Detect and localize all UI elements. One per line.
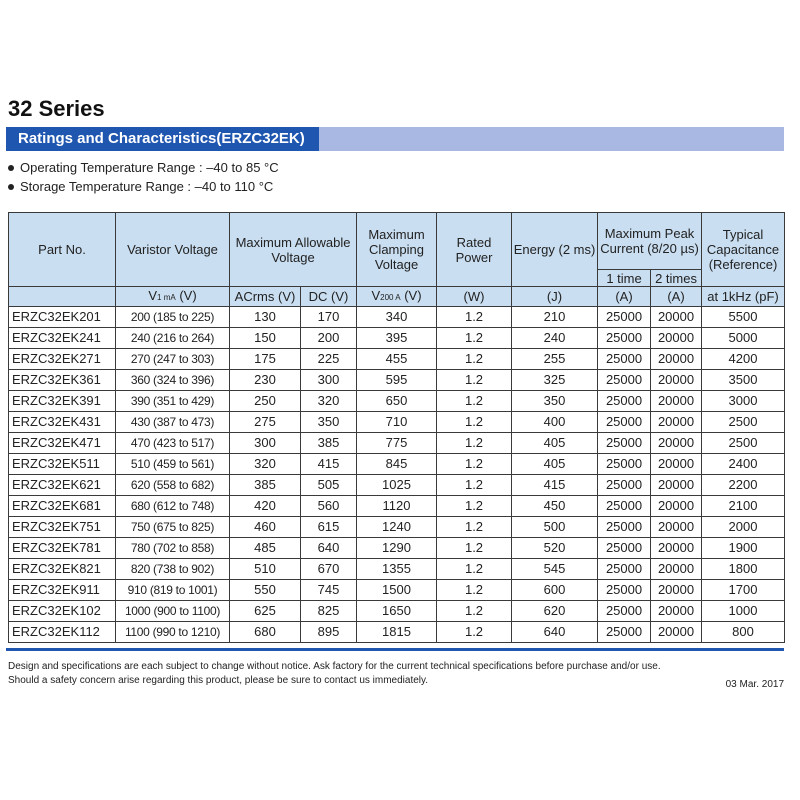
cell-acrms: 485 [230,538,301,559]
cell-acrms: 320 [230,454,301,475]
cell-clamping-voltage: 1120 [357,496,437,517]
table-row [9,454,785,475]
cell-energy: 210 [512,307,598,328]
footer-notes [8,660,661,688]
cell-rated-power: 1.2 [437,349,512,370]
cell-peak-current-2: 20000 [651,559,702,580]
unit-joule: (J) [512,287,598,307]
header-max-allowable-voltage: Maximum Allowable Voltage [230,213,357,287]
header-one-time: 1 time [598,270,651,287]
unit-v1ma-prefix: V [148,288,158,303]
cell-acrms: 680 [230,622,301,643]
cell-energy: 325 [512,370,598,391]
cell-peak-current-2: 20000 [651,412,702,433]
footer-note-2: Should a safety concern arise regarding this product, please be sure to contact us immediately. [8,675,429,686]
cell-peak-current-1: 25000 [598,307,651,328]
cell-peak-current-2: 20000 [651,307,702,328]
cell-varistor-voltage: 470 (423 to 517) [116,433,230,454]
cell-part-no: ERZC32EK621 [9,475,116,496]
unit-watt: (W) [437,287,512,307]
cell-peak-current-1: 25000 [598,328,651,349]
unit-v1ma-sub: 1 mA [157,293,176,302]
cell-dc: 170 [301,307,357,328]
cell-peak-current-1: 25000 [598,370,651,391]
cell-varistor-voltage: 270 (247 to 303) [116,349,230,370]
header-max-peak-current: Maximum Peak Current (8/20 µs) [598,213,702,270]
cell-clamping-voltage: 650 [357,391,437,412]
storage-temp-text: Storage Temperature Range : –40 to 110 °C [20,179,274,194]
cell-part-no: ERZC32EK112 [9,622,116,643]
cell-part-no: ERZC32EK241 [9,328,116,349]
cell-rated-power: 1.2 [437,307,512,328]
section-header-bar [6,127,784,151]
cell-energy: 350 [512,391,598,412]
cell-dc: 350 [301,412,357,433]
temperature-ranges [8,158,279,196]
cell-clamping-voltage: 1500 [357,580,437,601]
cell-peak-current-2: 20000 [651,538,702,559]
series-title: 32 Series [8,96,105,121]
cell-clamping-voltage: 1355 [357,559,437,580]
table-row [9,328,785,349]
cell-acrms: 300 [230,433,301,454]
cell-capacitance: 1900 [702,538,785,559]
unit-v200a-prefix: V [371,288,381,303]
unit-amp-2: (A) [651,287,702,307]
storage-temp-item [8,177,279,196]
table-row [9,622,785,643]
cell-part-no: ERZC32EK201 [9,307,116,328]
cell-acrms: 175 [230,349,301,370]
unit-v200a-sub: 200 A [380,293,401,302]
cell-acrms: 250 [230,391,301,412]
header-energy: Energy (2 ms) [512,213,598,287]
cell-part-no: ERZC32EK431 [9,412,116,433]
cell-capacitance: 2500 [702,433,785,454]
cell-varistor-voltage: 620 (558 to 682) [116,475,230,496]
cell-part-no: ERZC32EK361 [9,370,116,391]
cell-dc: 895 [301,622,357,643]
cell-peak-current-2: 20000 [651,622,702,643]
cell-energy: 640 [512,622,598,643]
cell-rated-power: 1.2 [437,391,512,412]
cell-energy: 450 [512,496,598,517]
cell-peak-current-2: 20000 [651,328,702,349]
cell-rated-power: 1.2 [437,622,512,643]
table-row [9,517,785,538]
cell-varistor-voltage: 430 (387 to 473) [116,412,230,433]
cell-varistor-voltage: 1000 (900 to 1100) [116,601,230,622]
cell-clamping-voltage: 1650 [357,601,437,622]
cell-peak-current-2: 20000 [651,433,702,454]
cell-acrms: 460 [230,517,301,538]
cell-dc: 615 [301,517,357,538]
cell-peak-current-1: 25000 [598,601,651,622]
cell-dc: 640 [301,538,357,559]
cell-peak-current-2: 20000 [651,454,702,475]
cell-capacitance: 800 [702,622,785,643]
cell-capacitance: 2200 [702,475,785,496]
cell-part-no: ERZC32EK781 [9,538,116,559]
unit-v1ma [116,287,230,307]
cell-energy: 545 [512,559,598,580]
cell-peak-current-2: 20000 [651,349,702,370]
cell-capacitance: 2100 [702,496,785,517]
cell-peak-current-1: 25000 [598,412,651,433]
cell-acrms: 130 [230,307,301,328]
cell-acrms: 510 [230,559,301,580]
cell-clamping-voltage: 395 [357,328,437,349]
cell-varistor-voltage: 780 (702 to 858) [116,538,230,559]
header-two-times: 2 times [651,270,702,287]
cell-dc: 745 [301,580,357,601]
cell-acrms: 550 [230,580,301,601]
cell-part-no: ERZC32EK681 [9,496,116,517]
cell-clamping-voltage: 845 [357,454,437,475]
cell-rated-power: 1.2 [437,412,512,433]
cell-clamping-voltage: 1240 [357,517,437,538]
cell-peak-current-1: 25000 [598,433,651,454]
cell-acrms: 275 [230,412,301,433]
operating-temp-item [8,158,279,177]
cell-dc: 300 [301,370,357,391]
cell-energy: 520 [512,538,598,559]
cell-part-no: ERZC32EK271 [9,349,116,370]
cell-part-no: ERZC32EK391 [9,391,116,412]
section-title: Ratings and Characteristics(ERZC32EK) [6,127,319,151]
operating-temp-text: Operating Temperature Range : –40 to 85 °C [20,160,279,175]
cell-peak-current-1: 25000 [598,391,651,412]
cell-clamping-voltage: 1290 [357,538,437,559]
cell-peak-current-2: 20000 [651,580,702,601]
cell-clamping-voltage: 710 [357,412,437,433]
cell-capacitance: 1000 [702,601,785,622]
cell-part-no: ERZC32EK471 [9,433,116,454]
unit-dc: DC (V) [301,287,357,307]
cell-rated-power: 1.2 [437,559,512,580]
cell-varistor-voltage: 390 (351 to 429) [116,391,230,412]
cell-rated-power: 1.2 [437,328,512,349]
cell-capacitance: 2400 [702,454,785,475]
table-row [9,391,785,412]
cell-dc: 200 [301,328,357,349]
cell-varistor-voltage: 200 (185 to 225) [116,307,230,328]
cell-peak-current-1: 25000 [598,559,651,580]
cell-capacitance: 2500 [702,412,785,433]
cell-rated-power: 1.2 [437,538,512,559]
bullet-icon [8,165,14,171]
table-row [9,307,785,328]
table-row [9,538,785,559]
cell-peak-current-2: 20000 [651,517,702,538]
table-row [9,496,785,517]
unit-part-no [9,287,116,307]
cell-part-no: ERZC32EK102 [9,601,116,622]
cell-energy: 600 [512,580,598,601]
cell-rated-power: 1.2 [437,601,512,622]
cell-dc: 385 [301,433,357,454]
cell-rated-power: 1.2 [437,517,512,538]
header-varistor-voltage: Varistor Voltage [116,213,230,287]
cell-peak-current-1: 25000 [598,496,651,517]
cell-varistor-voltage: 820 (738 to 902) [116,559,230,580]
cell-peak-current-2: 20000 [651,391,702,412]
cell-clamping-voltage: 455 [357,349,437,370]
cell-varistor-voltage: 1100 (990 to 1210) [116,622,230,643]
cell-varistor-voltage: 680 (612 to 748) [116,496,230,517]
cell-energy: 405 [512,433,598,454]
cell-rated-power: 1.2 [437,475,512,496]
cell-peak-current-2: 20000 [651,496,702,517]
cell-clamping-voltage: 775 [357,433,437,454]
cell-acrms: 230 [230,370,301,391]
cell-acrms: 625 [230,601,301,622]
cell-rated-power: 1.2 [437,580,512,601]
cell-peak-current-1: 25000 [598,517,651,538]
table-body [9,307,785,643]
cell-peak-current-1: 25000 [598,475,651,496]
cell-peak-current-2: 20000 [651,370,702,391]
cell-energy: 400 [512,412,598,433]
header-typical-capacitance: Typical Capacitance (Reference) [702,213,785,287]
cell-clamping-voltage: 595 [357,370,437,391]
unit-v200a-unit: (V) [404,288,422,303]
cell-energy: 415 [512,475,598,496]
cell-varistor-voltage: 360 (324 to 396) [116,370,230,391]
footer-rule [6,648,784,651]
cell-clamping-voltage: 340 [357,307,437,328]
cell-capacitance: 4200 [702,349,785,370]
table-row [9,412,785,433]
cell-dc: 560 [301,496,357,517]
table-row [9,370,785,391]
cell-varistor-voltage: 910 (819 to 1001) [116,580,230,601]
table-row [9,433,785,454]
cell-energy: 405 [512,454,598,475]
cell-acrms: 150 [230,328,301,349]
cell-rated-power: 1.2 [437,370,512,391]
cell-capacitance: 2000 [702,517,785,538]
cell-part-no: ERZC32EK511 [9,454,116,475]
footer-date: 03 Mar. 2017 [725,679,784,690]
cell-clamping-voltage: 1815 [357,622,437,643]
cell-energy: 240 [512,328,598,349]
cell-energy: 255 [512,349,598,370]
table-row [9,349,785,370]
cell-acrms: 385 [230,475,301,496]
cell-peak-current-1: 25000 [598,580,651,601]
header-part-no: Part No. [9,213,116,287]
cell-energy: 500 [512,517,598,538]
cell-part-no: ERZC32EK751 [9,517,116,538]
table-row [9,580,785,601]
cell-dc: 320 [301,391,357,412]
cell-acrms: 420 [230,496,301,517]
table-row [9,559,785,580]
cell-peak-current-1: 25000 [598,622,651,643]
cell-rated-power: 1.2 [437,496,512,517]
cell-capacitance: 1700 [702,580,785,601]
cell-capacitance: 1800 [702,559,785,580]
cell-clamping-voltage: 1025 [357,475,437,496]
cell-rated-power: 1.2 [437,454,512,475]
cell-varistor-voltage: 240 (216 to 264) [116,328,230,349]
cell-capacitance: 3500 [702,370,785,391]
cell-peak-current-2: 20000 [651,475,702,496]
cell-peak-current-1: 25000 [598,538,651,559]
cell-peak-current-1: 25000 [598,349,651,370]
table-row [9,475,785,496]
unit-capacitance: at 1kHz (pF) [702,287,785,307]
cell-varistor-voltage: 750 (675 to 825) [116,517,230,538]
header-rated-power: Rated Power [437,213,512,287]
cell-capacitance: 5500 [702,307,785,328]
cell-peak-current-2: 20000 [651,601,702,622]
cell-capacitance: 5000 [702,328,785,349]
unit-v1ma-unit: (V) [179,288,197,303]
cell-energy: 620 [512,601,598,622]
footer-note-1: Design and specifications are each subject to change without notice. Ask factory for the current technical specifications before purchase and/or use. [8,661,661,672]
cell-dc: 670 [301,559,357,580]
cell-dc: 225 [301,349,357,370]
cell-part-no: ERZC32EK911 [9,580,116,601]
cell-dc: 505 [301,475,357,496]
header-max-clamping-voltage: Maximum Clamping Voltage [357,213,437,287]
table-row [9,601,785,622]
unit-acrms: ACrms (V) [230,287,301,307]
unit-amp-1: (A) [598,287,651,307]
cell-peak-current-1: 25000 [598,454,651,475]
cell-part-no: ERZC32EK821 [9,559,116,580]
cell-dc: 415 [301,454,357,475]
cell-rated-power: 1.2 [437,433,512,454]
cell-capacitance: 3000 [702,391,785,412]
bullet-icon [8,184,14,190]
ratings-table [8,212,785,643]
unit-v200a [357,287,437,307]
cell-dc: 825 [301,601,357,622]
cell-varistor-voltage: 510 (459 to 561) [116,454,230,475]
